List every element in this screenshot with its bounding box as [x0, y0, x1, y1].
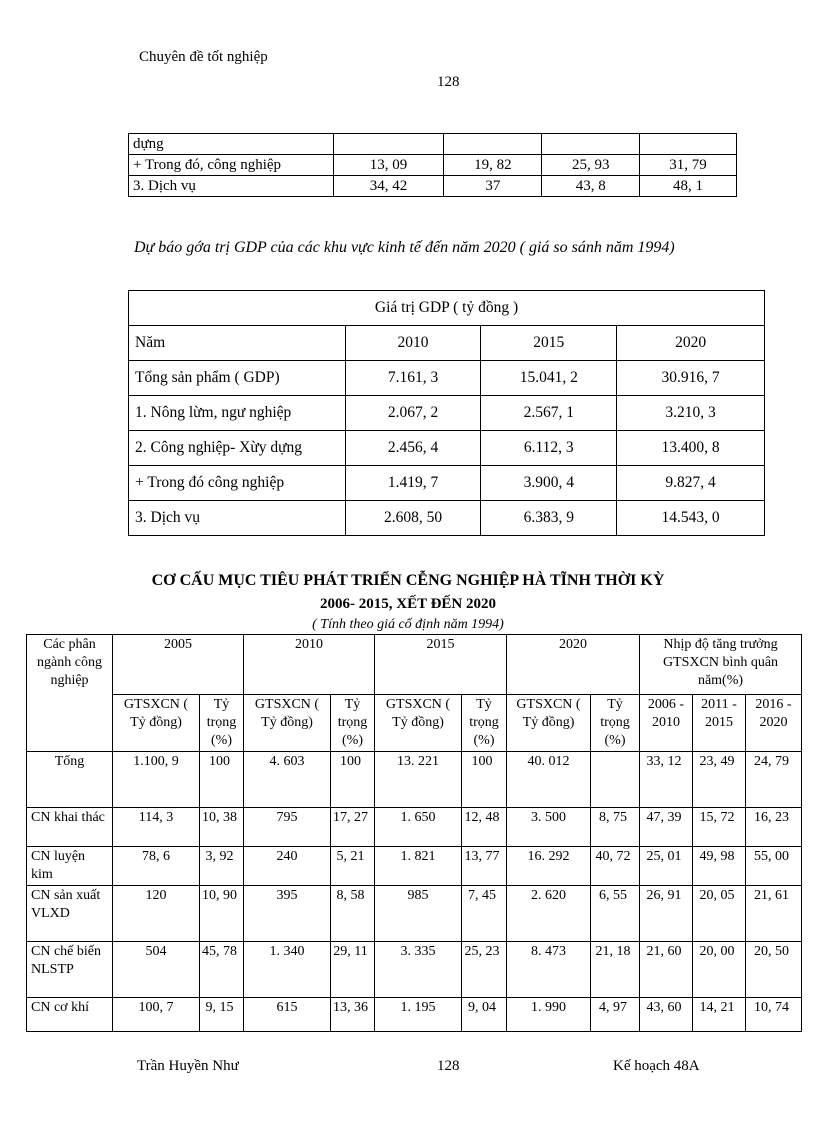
table-row	[27, 752, 802, 808]
value-cell: 43, 8	[542, 176, 640, 197]
table-row	[129, 176, 737, 197]
value-cell: 3. 500	[507, 808, 591, 847]
gts-subheader: GTSXCN ( Tỷ đồng)	[244, 695, 331, 752]
value-cell: 20, 00	[693, 942, 746, 998]
table-row	[27, 695, 802, 752]
ratio-subheader: Tỷ trọng (%)	[331, 695, 375, 752]
value-cell: 16. 292	[507, 847, 591, 886]
growth-header: Nhịp độ tăng trưởng GTSXCN bình quân năm(%)	[640, 635, 802, 695]
ratio-subheader: Tỷ trọng (%)	[591, 695, 640, 752]
value-cell: 504	[113, 942, 200, 998]
value-cell: 9, 15	[200, 998, 244, 1032]
sector-name: CN sản xuất VLXD	[27, 886, 113, 942]
structure-table-note: ( Tính theo giá cố định năm 1994)	[312, 617, 504, 632]
value-cell: 20, 50	[746, 942, 802, 998]
value-cell: 1. 340	[244, 942, 331, 998]
sector-name: CN cơ khí	[27, 998, 113, 1032]
value-cell: 13, 77	[462, 847, 507, 886]
value-cell: 3, 92	[200, 847, 244, 886]
table-row	[129, 396, 765, 431]
value-cell: 1.419, 7	[345, 466, 481, 501]
value-cell	[640, 134, 737, 155]
value-cell: 4. 603	[244, 752, 331, 808]
value-cell: 78, 6	[113, 847, 200, 886]
value-cell: 114, 3	[113, 808, 200, 847]
year-cell: 2010	[345, 326, 481, 361]
value-cell: 15.041, 2	[481, 361, 617, 396]
row-label: + Trong đó công nghiệp	[129, 466, 346, 501]
table-row	[129, 466, 765, 501]
value-cell: 16, 23	[746, 808, 802, 847]
value-cell: 45, 78	[200, 942, 244, 998]
value-cell	[591, 752, 640, 808]
footer-author: Trần Huyền Như	[137, 1058, 239, 1074]
value-cell: 23, 49	[693, 752, 746, 808]
value-cell: 2.567, 1	[481, 396, 617, 431]
value-cell: 2.608, 50	[345, 501, 481, 536]
gts-subheader: GTSXCN ( Tỷ đồng)	[375, 695, 462, 752]
value-cell: 8, 58	[331, 886, 375, 942]
value-cell: 21, 18	[591, 942, 640, 998]
value-cell: 49, 98	[693, 847, 746, 886]
value-cell: 6.112, 3	[481, 431, 617, 466]
sector-name: CN chế biến NLSTP	[27, 942, 113, 998]
header-page-number: 128	[437, 74, 460, 90]
sector-column-header: Các phân ngành công nghiệp	[27, 635, 113, 752]
structure-table-title: CƠ CẤU MỤC TIÊU PHÁT TRIỂN CỄNG NGHIỆP HÀ TĨNH THỜI KỲ	[151, 572, 665, 589]
ratio-subheader: Tỷ trọng (%)	[462, 695, 507, 752]
value-cell: 15, 72	[693, 808, 746, 847]
value-cell: 100	[331, 752, 375, 808]
year-header: 2005	[113, 635, 244, 695]
table-row	[129, 291, 765, 326]
value-cell: 47, 39	[640, 808, 693, 847]
footer-page-number: 128	[437, 1058, 460, 1074]
value-cell: 1. 990	[507, 998, 591, 1032]
row-label: 3. Dịch vụ	[129, 176, 334, 197]
value-cell: 33, 12	[640, 752, 693, 808]
value-cell: 25, 01	[640, 847, 693, 886]
value-cell: 25, 93	[542, 155, 640, 176]
value-cell: 13, 09	[333, 155, 444, 176]
value-cell: 13.400, 8	[617, 431, 765, 466]
row-label: dựng	[129, 134, 334, 155]
footer-class: Kế hoạch 48A	[613, 1058, 700, 1074]
value-cell: 31, 79	[640, 155, 737, 176]
value-cell: 43, 60	[640, 998, 693, 1032]
value-cell: 24, 79	[746, 752, 802, 808]
sector-name: Tổng	[27, 752, 113, 808]
value-cell	[333, 134, 444, 155]
table-row	[129, 326, 765, 361]
value-cell: 4, 97	[591, 998, 640, 1032]
table-row	[129, 501, 765, 536]
value-cell: 3.210, 3	[617, 396, 765, 431]
table-row	[27, 808, 802, 847]
year-cell: 2015	[481, 326, 617, 361]
value-cell: 40. 012	[507, 752, 591, 808]
value-cell: 100, 7	[113, 998, 200, 1032]
sector-share-table	[128, 133, 737, 197]
value-cell: 37	[444, 176, 542, 197]
sector-name: CN luyện kim	[27, 847, 113, 886]
year-header: 2015	[375, 635, 507, 695]
value-cell: 1.100, 9	[113, 752, 200, 808]
row-label: 1. Nông lừm, ngư nghiệp	[129, 396, 346, 431]
period-header: 2006 - 2010	[640, 695, 693, 752]
value-cell: 240	[244, 847, 331, 886]
value-cell: 34, 42	[333, 176, 444, 197]
value-cell: 55, 00	[746, 847, 802, 886]
value-cell: 13. 221	[375, 752, 462, 808]
table-row	[27, 886, 802, 942]
value-cell: 25, 23	[462, 942, 507, 998]
value-cell: 40, 72	[591, 847, 640, 886]
value-cell: 10, 38	[200, 808, 244, 847]
structure-table-subtitle: 2006- 2015, XẾT ĐẾN 2020	[320, 596, 496, 612]
value-cell: 30.916, 7	[617, 361, 765, 396]
value-cell	[444, 134, 542, 155]
year-cell: 2020	[617, 326, 765, 361]
gdp-forecast-caption: Dự báo gớa trị GDP của các khu vực kinh tế đến năm 2020 ( giá so sánh năm 1994)	[134, 239, 675, 256]
row-label: 3. Dịch vụ	[129, 501, 346, 536]
year-header: 2010	[244, 635, 375, 695]
row-label: + Trong đó, công nghiệp	[129, 155, 334, 176]
value-cell: 3. 335	[375, 942, 462, 998]
header-title: Chuyên đề tốt nghiệp	[139, 49, 268, 65]
value-cell: 2.067, 2	[345, 396, 481, 431]
year-header: 2020	[507, 635, 640, 695]
gdp-header: Giá trị GDP ( tỷ đồng )	[129, 291, 765, 326]
row-label: Tổng sản phẩm ( GDP)	[129, 361, 346, 396]
value-cell: 21, 60	[640, 942, 693, 998]
table-row	[27, 998, 802, 1032]
value-cell: 100	[200, 752, 244, 808]
row-label: 2. Công nghiệp- Xừy dựng	[129, 431, 346, 466]
value-cell: 8, 75	[591, 808, 640, 847]
value-cell: 9, 04	[462, 998, 507, 1032]
gdp-forecast-table	[128, 290, 765, 536]
value-cell: 10, 90	[200, 886, 244, 942]
value-cell: 100	[462, 752, 507, 808]
value-cell: 10, 74	[746, 998, 802, 1032]
value-cell: 14.543, 0	[617, 501, 765, 536]
table-row	[27, 847, 802, 886]
value-cell: 14, 21	[693, 998, 746, 1032]
value-cell: 20, 05	[693, 886, 746, 942]
gts-subheader: GTSXCN ( Tỷ đồng)	[113, 695, 200, 752]
value-cell: 2. 620	[507, 886, 591, 942]
value-cell: 2.456, 4	[345, 431, 481, 466]
value-cell: 7.161, 3	[345, 361, 481, 396]
value-cell: 29, 11	[331, 942, 375, 998]
table-row	[129, 134, 737, 155]
value-cell: 17, 27	[331, 808, 375, 847]
value-cell: 395	[244, 886, 331, 942]
table-row	[129, 361, 765, 396]
ratio-subheader: Tỷ trọng (%)	[200, 695, 244, 752]
value-cell: 615	[244, 998, 331, 1032]
value-cell: 48, 1	[640, 176, 737, 197]
table-row	[129, 431, 765, 466]
value-cell: 120	[113, 886, 200, 942]
value-cell: 9.827, 4	[617, 466, 765, 501]
gts-subheader: GTSXCN ( Tỷ đồng)	[507, 695, 591, 752]
value-cell: 26, 91	[640, 886, 693, 942]
year-label: Năm	[129, 326, 346, 361]
table-row	[129, 155, 737, 176]
value-cell: 1. 821	[375, 847, 462, 886]
value-cell: 1. 195	[375, 998, 462, 1032]
industry-structure-table	[26, 634, 802, 1032]
table-row	[27, 635, 802, 695]
value-cell: 8. 473	[507, 942, 591, 998]
value-cell: 795	[244, 808, 331, 847]
value-cell: 21, 61	[746, 886, 802, 942]
value-cell: 5, 21	[331, 847, 375, 886]
value-cell: 19, 82	[444, 155, 542, 176]
value-cell: 13, 36	[331, 998, 375, 1032]
value-cell	[542, 134, 640, 155]
value-cell: 3.900, 4	[481, 466, 617, 501]
value-cell: 6.383, 9	[481, 501, 617, 536]
value-cell: 7, 45	[462, 886, 507, 942]
sector-name: CN khai thác	[27, 808, 113, 847]
value-cell: 1. 650	[375, 808, 462, 847]
table-row	[27, 942, 802, 998]
value-cell: 985	[375, 886, 462, 942]
value-cell: 6, 55	[591, 886, 640, 942]
period-header: 2016 - 2020	[746, 695, 802, 752]
value-cell: 12, 48	[462, 808, 507, 847]
period-header: 2011 - 2015	[693, 695, 746, 752]
